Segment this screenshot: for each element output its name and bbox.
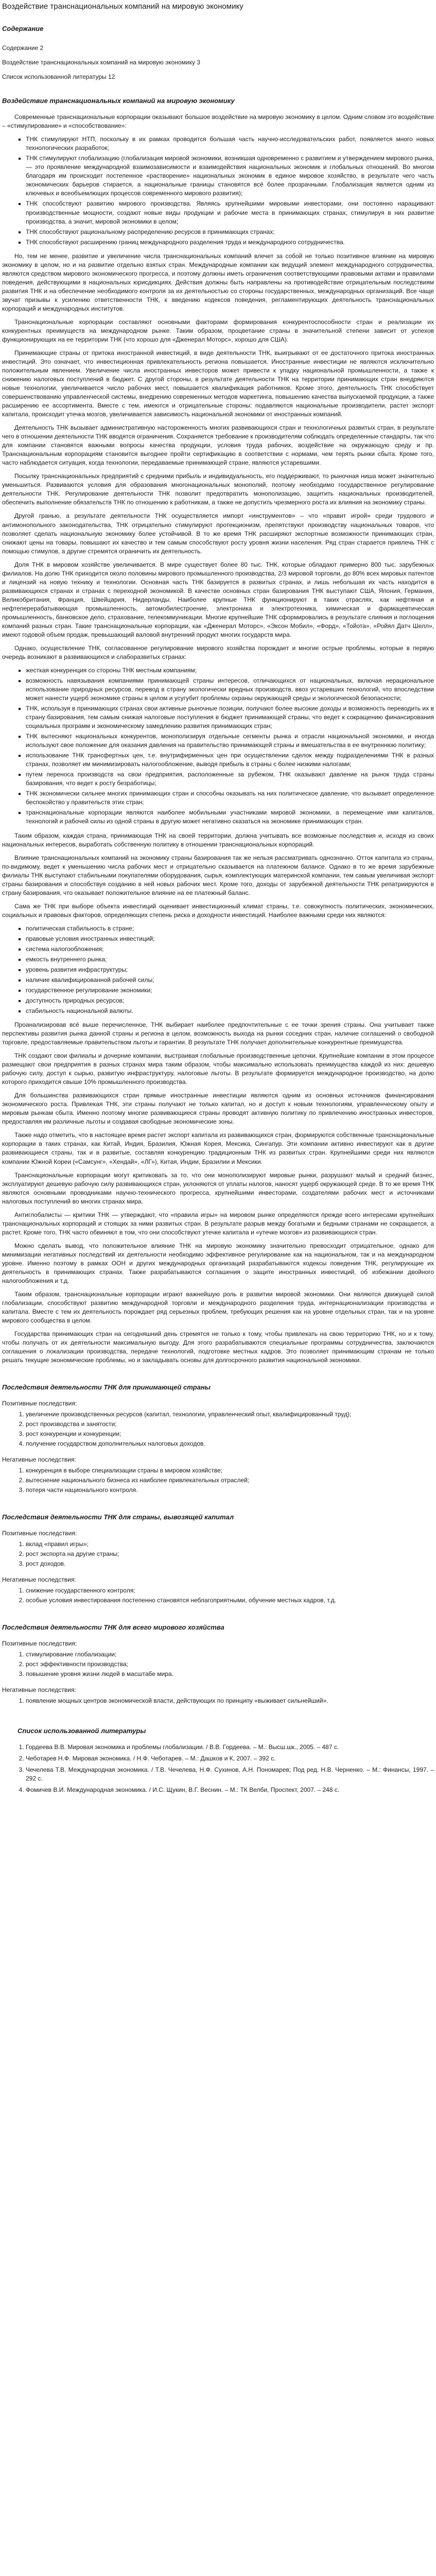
paragraph: Транснациональные корпорации составляют основными факторами формирования конкурентоспособности стран и реализации их конкурентных преимуществ на международном рынке. Таким образом, процветание страны в значительной степени зависит от успехов функционирующих на ее территории ТНК (что хорошо для «Дженерал Моторс», хорошо для США). xyxy=(2,318,434,343)
paragraph: Другой гранью, а результате деятельности ТНК осуществляется импорт «инструментов» – что «правит игрой» среди трудового и антимонопольного законодательства, ТНК отрицательно стимулируют протекционизм, препятствуют производству национальных товаров, что позволяет сделать национальную экономику более устойчивой. В то же время ТНК расширяют экспортные возможности принимающих стран, снижают цены на товары, повышают их качество и тем самым способствуют росту уровня жизни населения. Ряд стран старается привлечь ТНК с помощью стимулов, а другие стремятся ограничить их деятельность. xyxy=(2,512,434,555)
list-item: 2. особые условия инвестирования постепенно становятся неблагоприятными, обучение местных кадров, т.д. xyxy=(26,1596,434,1605)
paragraph: Влияние транснациональных компаний на экономику страны базирования так же нельзя рассматривать однозначно. Отток капитала из страны, по-видимому, ведет к уменьшению числа рабочих мест и отрицательно сказывается на платежном балансе. Однако в то же время зарубежные филиалы ТНК выступают стабильными покупателями оборудования, сырья, комплектующих материнской компании, тем самым увеличивая экспорт страны базирования и способствуя созданию в ней новых рабочих мест. Кроме того, доходы от зарубежной деятельности ТНК репатриируются в страну базирования, что оказывает положительное влияние на ее платежный баланс. xyxy=(2,854,434,896)
negative-label: Негативные последствия: xyxy=(2,1456,76,1464)
numbered-list xyxy=(2,1586,434,1605)
paragraph: Деятельность ТНК вызывает административную настороженность многих развивающихся стран и технологичных развитых стран, в результате чего в отношении деятельности ТНК вводятся ограничения. Сохраняется требование к производителям соблюдать определенные стандарты, так что для компании становятся важными вопросы качества продукции, условия труда рабочих, воздействие на окружающую среду и пр. Транснациональным корпорациям становится выгоднее пройти сертификацию в соответствии с нормами, чем терять рынки сбыта. Кроме того, часто наблюдается ситуация, когда технологии, передаваемые принимающей стране, являются устаревшими. xyxy=(2,424,434,467)
paragraph: Таким образом, транснациональные корпорации играют важнейшую роль в развитии мировой экономики. Они являются движущей силой глобализации, способствуют развитию международной торговли и международного разделения труда, интернационализации производства и капитала. Вместе с тем их деятельность порождает ряд серьезных проблем, требующих решения как на уровне отдельных стран, так и на уровне мирового сообщества в целом. xyxy=(2,1290,434,1324)
document-title: Воздействие транснациональных компаний на мировую экономику xyxy=(2,2,243,11)
list-item: 3. рост доходов. xyxy=(26,1560,434,1568)
bullet-list xyxy=(2,924,434,1015)
toc-line: Список использованной литературы 12 xyxy=(2,73,115,81)
list-item: ▪ возможность навязывания компаниями принимающей страны интересов, отличающихся от национальных, включая нерациональное использование природных ресурсов, перевод в страну экологически вредных производств, ввоз устаревших технологий, что впоследствии может нанести ущерб экономике страны в целом и усугубит проблемы охраны окружающей среды и экологической безопасности; xyxy=(26,676,434,703)
source-item: 2. Чеботарев Н.Ф. Мировая экономика. / Н.Ф. Чеботарев. – М.: Дашков и К, 2007. – 392 с. xyxy=(26,1754,434,1763)
section-heading-home: Последствия деятельности ТНК для страны, вывозящей капитал xyxy=(2,1513,234,1521)
paragraph: Посылку транснациональных предприятий с средними прибыль и индивидуальность, его поддерживают, то рыночная ниша может значительно уменьшиться. Развиваются условия для образования многонациональных монополий, поэтому необходимо государственное регулирование деятельности ТНК. Регулирование деятельности ТНК позволит предотвратить монополизацию, защитить национальных производителей, обеспечить выполнение обязательств ТНК по отношению к работникам, а также не допустить чрезмерного роста их влияния на экономику страны. xyxy=(2,472,434,506)
paragraph: Современные транснациональные корпорации оказывают большое воздействие на мировую экономику в целом. Одним словом это воздействие – «стимулирование» и «способствование»: xyxy=(2,113,434,130)
bullet-list xyxy=(2,135,434,246)
positive-label: Позитивные последствия: xyxy=(2,1640,77,1648)
list-item: ▪ стабильность национальной валюты. xyxy=(26,1007,434,1015)
list-item: ▪ политическая стабильность в стране; xyxy=(26,924,434,933)
negative-label: Негативные последствия: xyxy=(2,1576,76,1584)
numbered-list xyxy=(2,1410,434,1448)
list-item: ▪ ТНК способствуют рациональному распределению ресурсов в принимающих странах; xyxy=(26,228,434,236)
list-item: 3. повышение уровня жизни людей в масштабе мира. xyxy=(26,1670,434,1679)
list-item: ▪ жесткая конкуренция со стороны ТНК местным компаниям; xyxy=(26,666,434,675)
paragraph: Можно сделать вывод, что положительное влияние ТНК на мировую экономику значительно превосходит отрицательное, однако для минимизации негативных последствий их деятельности необходимо эффективное регулирование как на национальном, так и на международном уровне. Именно поэтому в рамках ООН и других международных организаций разрабатываются кодексы поведения ТНК, регулирующие их деятельность в принимающих странах. Также разрабатываются соглашения о защите иностранных инвестиций, об избежании двойного налогообложения и т.д. xyxy=(2,1242,434,1284)
paragraph: Сама же ТНК при выборе объекта инвестиций оценивает инвестиционный климат страны, т.е. совокупность политических, экономических, социальных и правовых факторов, определяющих степень риска и доходности инвестиций. Наиболее важными среди них являются: xyxy=(2,902,434,919)
list-item: ▪ система налогообложения; xyxy=(26,945,434,954)
list-item: 1. снижение государственного контроля; xyxy=(26,1586,434,1595)
paragraph: Принимающие страны от притока иностранной инвестиций, в виде деятельности ТНК, выигрывают от ее достаточного притока иностранных инвестиций. Это означает, что инвестиционная привлекательность региона повышается. Иностранные инвестиции не являются исключительно положительным явлением. Увеличение числа иностранных инвесторов может привести к упадку национальной промышленности, а также к снижению налоговых поступлений в бюджет. С другой стороны, в результате деятельности ТНК на территории принимающих стран внедряются новые технологии, увеличивается число рабочих мест, повышается квалификация работников. Кроме этого, деятельность ТНК способствует совершенствованию управленческой системы, внедрению современных методов маркетинга, повышению качества выпускаемой продукции, а также расширению ее ассортимента. Вместе с тем, имеются и отрицательные стороны: подавляются национальные производители, растет экспорт капитала, происходит утечка мозгов, увеличивается зависимость национальной экономики от иностранных компаний. xyxy=(2,349,434,418)
paragraph: Государства принимающих стран на сегодняшний день стремятся не только к тому, чтобы привлекать на свою территорию ТНК, но и к тому, чтобы получать от их деятельности максимальную выгоду. Для этого разрабатываются специальные программы сотрудничества, заключаются соглашения о локализации производства, передаче технологий, подготовке местных кадров. Это позволяет принимающим странам не только решать текущие экономические проблемы, но и закладывать основы для долгосрочного развития национальной экономики. xyxy=(2,1330,434,1364)
section-heading-main: Воздействие транснациональных компаний на мировую экономику xyxy=(2,97,235,105)
numbered-list xyxy=(2,1466,434,1495)
list-item: ▪ емкость внутреннего рынка; xyxy=(26,955,434,964)
paragraph: Проанализировав всё выше перечисленное, ТНК выбирает наиболее предпочтительные с ее точки зрения страны. Она учитывает также перспективы развития рынка данной страны и региона в целом, возможность выхода на рынки соседних стран, наличие соглашений о свободной торговле, предоставляемые правительством льготы и гарантии. В результате ТНК получает дополнительные конкурентные преимущества. xyxy=(2,1021,434,1046)
positive-label: Позитивные последствия: xyxy=(2,1530,77,1537)
sources-list xyxy=(2,1743,434,1794)
list-item: ▪ ТНК способствуют расширению границ международного разделения труда и международного сотрудничества. xyxy=(26,238,434,247)
list-item: 1. стимулирование глобализации; xyxy=(26,1650,434,1659)
section-heading-host: Последствия деятельности ТНК для принимающей страны xyxy=(2,1383,211,1392)
negative-label: Негативные последствия: xyxy=(2,1686,76,1694)
numbered-list xyxy=(2,1540,434,1568)
list-item: 1. вклад «правил игры»; xyxy=(26,1540,434,1549)
section-heading-world: Последствия деятельности ТНК для всего мирового хозяйства xyxy=(2,1623,224,1632)
list-item: 3. рост конкуренции и конкуренции; xyxy=(26,1430,434,1438)
list-item: ▪ ТНК, используя в принимающих странах свои активные рыночные позиции, получают более высокие доходы и возможность переводить их в страну базирования, тем самым снижая налоговые поступления в бюджет принимающей страны, что ведет к сокращению финансирования социальных программ и экономическому замедлению развития принимающих стран; xyxy=(26,704,434,731)
paragraph: Антиглобалисты — критики ТНК — утверждают, что «правила игры» на мировом рынке определяются прежде всего интересами крупнейших транснациональных корпораций и стоящих за ними развитых стран. В результате разрыв между богатыми и бедными странами не сокращается, а растет. Кроме того, ТНК часто обвиняют в том, что они способствуют утечке капитала и «утечке мозгов» из развивающихся стран. xyxy=(2,1211,434,1236)
list-item: ▪ использование ТНК трансфертных цен, т.е. внутрифирменных цен при осуществлении сделок между подразделениями ТНК в разных странах, позволяет им минимизировать налогообложение, выводя прибыль в страны с более низкими налогами; xyxy=(26,751,434,769)
paragraph: Транснациональные корпорации могут критиковать за то, что они монополизируют мировые рынки, разрушают малый и средний бизнес, эксплуатируют дешевую рабочую силу развивающихся стран, уклоняются от уплаты налогов, наносят ущерб окружающей среде. В то же время ТНК являются основными проводниками научно-технического прогресса, крупнейшими инвесторами, создателями рабочих мест и источниками налоговых поступлений во многих странах мира. xyxy=(2,1171,434,1205)
toc-heading: Содержание xyxy=(2,24,44,32)
list-item: ▪ ТНК экономически сильнее многих принимающих стран и способны оказывать на них политическое давление, что вызывает определенное беспокойство у правительств этих стран; xyxy=(26,789,434,807)
list-item: 1. появление мощных центров экономической власти, действующих по принципу «выживает сильнейший». xyxy=(26,1697,434,1705)
source-item: 4. Фомичев В.И. Международная экономика. / И.С. Щукин, В.Г. Веснин. – М.: ТК Велби, Проспект, 2007. – 248 с. xyxy=(26,1786,434,1794)
numbered-list xyxy=(2,1650,434,1679)
list-item: ▪ государственное регулирование экономики; xyxy=(26,986,434,995)
sources-heading: Список использованной литературы xyxy=(18,1726,146,1735)
paragraph: Но, тем не менее, развитие и увеличение числа транснациональных компаний влечет за собой не только позитивное влияние на мировую экономику в целом, но и на развитие отдельно взятых стран. Международные компании как ведущий элемент международного сотрудничества, являются средством мирового экономического прогресса, и поэтому должны иметь ограничения соответствующими правовыми актами и правилами поведения, действующими в национальных юрисдикциях. Действия должны быть направлены на противодействие отрицательным последствиям развития ТНК и на обеспечение необходимого контроля за их деятельностью со стороны государственных, международных организаций. Все чаще звучат призывы к усилению ответственности ТНК, к введению кодексов поведения, регламентирующих деятельность транснациональных корпораций и международных институтов. xyxy=(2,252,434,312)
list-item: 2. рост экспорта на другие страны; xyxy=(26,1550,434,1558)
toc-line: Воздействие транснациональных компаний на мировую экономику 3 xyxy=(2,59,200,66)
list-item: 2. рост эффективности производства; xyxy=(26,1660,434,1669)
numbered-list xyxy=(2,1697,434,1705)
list-item: ▪ уровень развития инфраструктуры; xyxy=(26,965,434,974)
list-item: ▪ ТНК способствуют развитию мирового производства. Являясь крупнейшими мировыми инвесторами, они постоянно наращивают производственные мощности, создают новые виды продукции и рабочие места в принимающих странах, стимулируя в них развитие производства, а значит, мировой экономики в целом; xyxy=(26,199,434,226)
list-item: ▪ ТНК вытесняют национальных конкурентов, монополизируя отдельные сегменты рынка и отрасли национальной экономики, и иногда используют свое положение для оказания давления на правительство принимающей страны и вмешательства в ее внутреннюю политику; xyxy=(26,732,434,750)
source-item: 1. Гордеева В.В. Мировая экономика и проблемы глобализации. / В.В. Гордеева. – М.: Высш.шк., 2005. – 487 с. xyxy=(26,1743,434,1752)
paragraph: Однако, осуществление ТНК, согласованное регулирование мирового хозяйства порождает и многие острые проблемы, которые в первую очередь возникают в развивающихся и слаборазвитых странах: xyxy=(2,644,434,660)
list-item: ▪ ТНК стимулируют НТП, поскольку в их рамках проводится большая часть научно-исследовательских работ, появляется много новых технологических разработок; xyxy=(26,135,434,152)
paragraph: Для большинства развивающихся стран прямые иностранные инвестиции являются одним из основных источников финансирования экономического роста. Привлекая ТНК, эти страны получают не только капитал, но и доступ к новым технологиям, управленческому опыту и мировым рынкам сбыта. Именно поэтому многие развивающиеся страны проводят активную политику по привлечению иностранных инвесторов, предоставляя им различные льготы и создавая свободные экономические зоны. xyxy=(2,1092,434,1126)
paragraph: Таким образом, каждая страна, принимающая ТНК на своей территории, должна учитывать все возможные последствия и, исходя из своих национальных интересов, выработать собственную политику в отношении транснациональных корпораций. xyxy=(2,832,434,848)
list-item: 1. увеличение производственных ресурсов (капитал, технологии, управленческий опыт, квалифицированный труд); xyxy=(26,1410,434,1419)
list-item: ▪ ТНК стимулируют глобализацию (глобализация мировой экономики, возникшая одновременно с развитием и утверждением мирового рынка, — это проявление международной взаимозависимости и взаимодействия национальных экономик и глобальных отношений. Во многом благодаря им происходит постепенное «растворение» национальных экономик в единое мировое хозяйство, в результате чего часть экономических барьеров стирается, а национальные границы становятся всё более прозрачными. Глобализация является одним из ключевых и всеобъемлющих процессов современного мирового развития); xyxy=(26,154,434,198)
paragraph: ТНК создают свои филиалы и дочерние компании, выстраивая глобальные производственные цепочки. Крупнейшие компании в этом процессе размещают свои предприятия в разных странах мира таким образом, чтобы максимально использовать преимущества каждой из них: дешевую рабочую силу, доступ к сырью, развитую инфраструктуру, налоговые льготы. В результате формируется международное производство, на долю которого приходится свыше 10% промышленного производства. xyxy=(2,1052,434,1086)
list-item: 3. потеря части национального контроля. xyxy=(26,1486,434,1495)
paragraph: Доля ТНК в мировом хозяйстве увеличивается. В мире существует более 80 тыс. ТНК, которые обладают примерно 800 тыс. зарубежных филиалов. На долю ТНК приходится около половины мирового промышленного производства, 2/3 мировой торговли, до 80% всех мировых патентов и лицензий на новую технику и технологии. Основная часть ТНК базируется в развитых странах, и лишь небольшая их часть находится в развивающихся странах и странах с переходной экономикой. В качестве основных стран базирования ТНК выступают США, Япония, Германия, Великобритания, Франция, Швейцария, Нидерланды. Наиболее крупные ТНК функционируют в таких отраслях, как нефтяная и нефтеперерабатывающая промышленность, автомобилестроение, электроника и электротехника, химическая и фармацевтическая промышленность, банковское дело, страхование, телекоммуникации. Многие крупнейшие ТНК сформировались в результате слияния и поглощения компаний разных стран. Такие транснациональные корпорации, как «Дженерал Моторс», «Эксон Мобил», «Форд», «Тойота», «Ройял Датч Шелл», имеют годовой объем продаж, превышающий валовой внутренний продукт многих государств мира. xyxy=(2,561,434,638)
positive-label: Позитивные последствия: xyxy=(2,1400,77,1408)
toc-line: Содержание 2 xyxy=(2,44,44,52)
paragraph: Также надо отметить, что в настоящее время растет экспорт капитала из развивающихся стран, формируются собственные транснациональные корпорации в таких странах, как Китай, Индия, Бразилия, Южная Корея, Мексика, Сингапур. Эти компании активно инвестируют как в другие развивающиеся страны, так и в развитые, составляя конкуренцию традиционным ТНК из развитых стран. Крупнейшими среди них являются компании Южной Кореи («Самсунг», «Хендай», «ЛГ»), Китая, Индии, Бразилии и Мексики. xyxy=(2,1131,434,1165)
list-item: ▪ доступность природных ресурсов; xyxy=(26,996,434,1005)
list-item: 1. конкуренция в выборе специализации страны в мировом хозяйстве; xyxy=(26,1466,434,1475)
list-item: ▪ путем переноса производств на свои предприятия, расположенные за рубежом, ТНК оказывают давление на рынок труда страны базирования, что ведет к росту безработицы; xyxy=(26,770,434,788)
source-item: 3. Чечелева Т.В. Международная экономика. / Т.В. Чечелева, Н.Ф. Сухинов, А.Н. Пономарев; Под ред. Н.В. Черненко. – М.: Финансы, 1997. – 292 с. xyxy=(26,1766,434,1783)
list-item: 4. получение государством дополнительных налоговых доходов. xyxy=(26,1439,434,1448)
list-item: 2. вытеснение национального бизнеса из наиболее привлекательных отраслей; xyxy=(26,1476,434,1485)
list-item: ▪ транснациональные корпорации являются наиболее мобильными участниками мировой экономики, а перемещение ими капиталов, технологий и рабочей силы из одной страны в другую может негативно сказаться на экономике принимающих стран. xyxy=(26,808,434,826)
list-item: ▪ правовые условия иностранных инвестиций; xyxy=(26,935,434,943)
list-item: 2. рост производства и занятости; xyxy=(26,1420,434,1429)
bullet-list xyxy=(2,666,434,826)
list-item: ▪ наличие квалифицированной рабочей силы; xyxy=(26,976,434,985)
